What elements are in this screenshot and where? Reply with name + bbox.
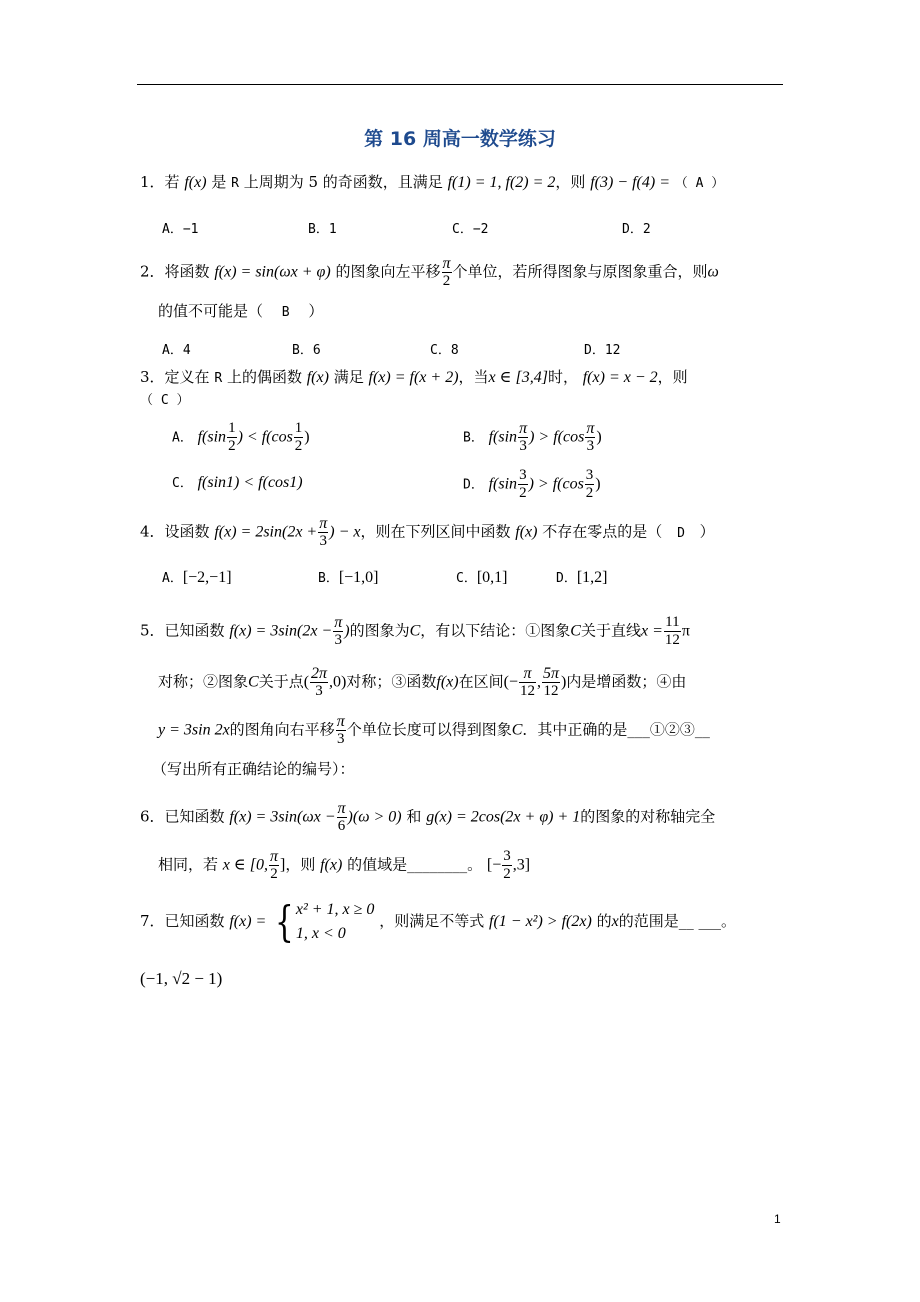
- q3-answer: （ C ）: [140, 393, 190, 408]
- option-label: C．: [172, 476, 193, 491]
- q3-text: ，则: [657, 368, 688, 386]
- frac-den: 12: [664, 632, 680, 648]
- q7-blank: __ ___: [678, 912, 721, 930]
- frac-num: 2π: [311, 665, 328, 682]
- frac-num: 3: [585, 467, 594, 483]
- option-expr: f(sin: [488, 475, 518, 493]
- q2-function: f(x) = sin(ωx + φ): [214, 263, 331, 281]
- q5-c: C: [409, 622, 421, 640]
- q7-text: 。: [721, 912, 737, 930]
- q5-interval: (−: [503, 673, 518, 691]
- frac-den: 2: [294, 438, 303, 454]
- frac-num: π: [519, 420, 528, 437]
- frac-den: 3: [315, 683, 323, 699]
- frac-num: π: [334, 614, 343, 631]
- q3-equation: f(x) = f(x + 2): [368, 369, 459, 386]
- q6-answer: [−: [486, 856, 502, 874]
- frac-num: 3: [519, 467, 527, 483]
- q6-fx: f(x): [320, 856, 343, 874]
- frac-den: 3: [519, 438, 527, 454]
- q4-answer: D: [677, 525, 685, 541]
- q6-function: )(ω > 0): [347, 808, 402, 826]
- q5-function: ): [344, 622, 350, 640]
- q5-c: C: [570, 622, 581, 640]
- frac-num: π: [519, 665, 536, 683]
- option-label: D．: [556, 571, 577, 586]
- q3-option-b: [463, 420, 602, 455]
- q4-text: ）: [699, 522, 715, 541]
- q5-text: 个单位长度可以得到图象: [346, 720, 512, 739]
- q3-option-c: [172, 471, 303, 495]
- option-interval: [1,2]: [576, 569, 608, 586]
- q2-number: 2．将函数: [140, 262, 210, 281]
- question-2: [140, 255, 719, 290]
- q1-condition: f(1) = 1, f(2) = 2: [447, 174, 556, 191]
- q1-text: 上周期为 5 的奇函数，且满足: [243, 173, 443, 191]
- q2-text: 的值不可能是（: [158, 302, 264, 320]
- q6-function: f(x) = 3sin(ωx −: [229, 808, 336, 826]
- option-fraction: [294, 420, 304, 455]
- q1-fx: f(x): [184, 174, 207, 191]
- option-interval: [−1,0]: [338, 569, 379, 586]
- q5-y-eq: y = 3sin 2x: [158, 721, 230, 739]
- q6-blank: ________: [407, 855, 468, 874]
- q2-omega: ω: [707, 263, 719, 281]
- question-1: [140, 171, 724, 195]
- q1-answer: （ A ）: [674, 176, 725, 191]
- piecewise-brace: {: [275, 897, 294, 946]
- q3-r: R: [214, 371, 223, 386]
- q4-option-d: [556, 566, 607, 590]
- frac-den: 6: [337, 818, 346, 834]
- q6-number: 6．已知函数: [140, 807, 225, 826]
- q1-expression: f(3) − f(4) =: [590, 174, 670, 191]
- frac-num: 11: [665, 614, 680, 630]
- q3-text: 满足: [333, 368, 364, 386]
- q7-x: x: [611, 913, 619, 930]
- q5-text: ，有以下结论：①图象: [420, 621, 571, 640]
- q7-case: 1, x < 0: [295, 925, 346, 942]
- q7-text: 的: [596, 912, 612, 930]
- q5-text: 的图象为: [349, 621, 410, 640]
- frac-num: π: [336, 713, 345, 730]
- q2-option-b: B．6: [292, 343, 321, 358]
- option-expr: f(sin1) < f(cos1): [197, 474, 303, 491]
- q6-fraction: [502, 848, 512, 883]
- q2-option-d: D．12: [584, 343, 621, 358]
- q5-fraction: [519, 665, 536, 700]
- question-7: [140, 898, 736, 946]
- q7-answer-text: (−1, √2 − 1): [140, 969, 223, 988]
- q4-fraction: [318, 515, 328, 550]
- option-interval: [−2,−1]: [182, 569, 232, 586]
- q7-piecewise: [296, 898, 375, 946]
- q3-text: ，当: [458, 368, 489, 386]
- q1-number: 1．若: [140, 173, 180, 191]
- q3-number: 3．定义在: [140, 368, 210, 386]
- question-4: [140, 515, 715, 550]
- frac-den: 2: [228, 438, 236, 454]
- option-label: A．: [162, 571, 183, 586]
- q5-point: ,0): [329, 673, 347, 691]
- option-fraction: [585, 420, 595, 455]
- frac-num: π: [586, 420, 595, 437]
- frac-num: 5π: [542, 665, 559, 682]
- q1-option-c: C．−2: [452, 222, 489, 237]
- q6-fraction: [337, 800, 347, 835]
- frac-den: 12: [543, 683, 559, 699]
- q6-g: g(x) = 2cos(2x + φ) + 1: [426, 808, 581, 826]
- question-5: [140, 614, 690, 649]
- q5-text: 在区间: [458, 672, 504, 691]
- q7-function: f(x) =: [229, 913, 267, 930]
- option-interval: [0,1]: [476, 569, 508, 586]
- option-expr: ) > f(cos: [529, 428, 585, 446]
- q5-text: 关于直线: [580, 621, 641, 640]
- option-label: B．: [463, 430, 484, 446]
- q5-c: C: [248, 673, 259, 691]
- frac-den: 3: [319, 533, 327, 549]
- q3-option-a: [172, 420, 310, 455]
- frac-den: 2: [503, 866, 511, 882]
- q6-fraction: [269, 848, 279, 883]
- q5-function: f(x) = 3sin(2x −: [229, 622, 333, 640]
- option-expr: ): [304, 428, 310, 446]
- q5-text: 对称；②图象: [158, 672, 249, 691]
- q4-function: f(x) = 2sin(2x +: [214, 523, 318, 541]
- q2-text: 个单位，若所得图象与原图象重合，则: [452, 262, 708, 281]
- frac-num: π: [337, 800, 346, 817]
- q1-option-b: B．1: [308, 222, 337, 237]
- q3-option-d: [463, 467, 601, 502]
- q1-r: R: [231, 176, 239, 191]
- option-expr: ): [596, 428, 602, 446]
- q5-text: ．其中正确的是: [522, 720, 628, 739]
- option-expr: f(sin: [197, 428, 227, 446]
- frac-den: 2: [585, 485, 594, 501]
- frac-num: 1: [228, 420, 236, 436]
- option-fraction: [518, 467, 528, 502]
- q5-text: 的图角向右平移: [229, 720, 335, 739]
- option-expr: f(sin: [488, 428, 518, 446]
- q7-inequality: f(1 − x²) > f(2x): [489, 913, 592, 930]
- q5-interval: ,: [536, 673, 541, 691]
- q7-case: x² + 1, x ≥ 0: [295, 901, 375, 918]
- q4-text: 不存在零点的是（: [542, 522, 663, 541]
- q5-pi: π: [681, 622, 690, 640]
- q5-text: 内是增函数；④由: [566, 672, 687, 691]
- q4-option-a: [162, 566, 232, 590]
- q6-text: 。: [467, 855, 483, 874]
- q5-text: 关于点: [258, 672, 304, 691]
- option-fraction: [518, 420, 528, 455]
- option-expr: ) > f(cos: [528, 475, 584, 493]
- q3-text: 时，: [547, 368, 578, 386]
- page-title: 第 16 周高一数学练习: [364, 128, 556, 150]
- q5-fx: f(x): [436, 673, 459, 691]
- q5-point: (: [303, 673, 310, 691]
- q1-text: 是: [211, 173, 227, 191]
- q3-domain: x ∈ [3,4]: [488, 369, 548, 386]
- q3-equation: f(x) = x − 2: [582, 369, 658, 386]
- q7-text: ，则满足不等式: [379, 912, 485, 930]
- q4-function: ) − x: [329, 523, 361, 541]
- q3-text: 上的偶函数: [226, 368, 302, 386]
- option-label: D．: [463, 477, 484, 493]
- frac-den: 3: [334, 632, 342, 648]
- q4-fx: f(x): [515, 523, 538, 541]
- q5-c: C: [511, 721, 523, 739]
- q5-fraction: [336, 713, 346, 748]
- frac-num: π: [269, 848, 278, 865]
- header-rule: [137, 84, 783, 85]
- frac-den: 3: [336, 731, 345, 747]
- q3-fx: f(x): [306, 369, 329, 386]
- q4-option-b: [318, 566, 379, 590]
- option-expr: ) < f(cos: [237, 428, 293, 446]
- question-6: [140, 800, 715, 835]
- frac-num: π: [319, 515, 328, 532]
- q5-text: 对称；③函数: [346, 672, 437, 691]
- question-5-line2: [158, 665, 686, 700]
- q6-text: 的值域是: [347, 855, 408, 874]
- q1-text: ，则: [555, 173, 586, 191]
- page-number: 1: [774, 1212, 781, 1226]
- q6-text: 的图象的对称轴完全: [580, 807, 716, 826]
- q1-option-d: D．2: [622, 222, 651, 237]
- q6-text: 相同，若: [158, 855, 219, 874]
- q2-text: ）: [308, 302, 324, 320]
- frac-num: 3: [503, 848, 511, 864]
- option-fraction: [227, 420, 237, 455]
- q5-instruction: （写出所有正确结论的编号）：: [152, 760, 355, 778]
- question-2-cont: [158, 300, 323, 324]
- q5-answer: ___①②③__: [627, 720, 710, 739]
- q6-domain: ]: [279, 856, 286, 874]
- q5-x-eq: x =: [640, 622, 663, 640]
- option-label: B．: [318, 571, 339, 586]
- q5-fraction: [333, 614, 343, 649]
- q6-answer: ,3]: [512, 856, 531, 874]
- frac-den: 12: [519, 683, 535, 699]
- frac-den: 2: [270, 866, 278, 882]
- q7-number: 7．已知函数: [140, 912, 225, 930]
- q6-text: 和: [406, 807, 422, 826]
- option-fraction: [585, 467, 595, 502]
- option-label: C．: [456, 571, 477, 586]
- frac-den: 3: [586, 438, 595, 454]
- q7-text: 的范围是: [618, 912, 679, 930]
- q5-fraction: [310, 665, 328, 700]
- q5-fraction: [542, 665, 560, 700]
- q1-option-a: A．−1: [162, 222, 199, 237]
- q4-number: 4．设函数: [140, 522, 210, 541]
- q2-answer: B: [281, 305, 290, 320]
- q2-text: 的图象向左平移: [335, 262, 441, 281]
- frac-num: 1: [294, 420, 303, 436]
- question-5-line3: [158, 713, 710, 748]
- frac-num: π: [442, 255, 451, 272]
- question-3: [140, 366, 688, 390]
- frac-den: 2: [442, 273, 451, 289]
- option-expr: ): [595, 475, 601, 493]
- q5-fraction: [664, 614, 681, 649]
- q5-number: 5．已知函数: [140, 621, 225, 640]
- frac-den: 2: [519, 485, 527, 501]
- q4-text: ，则在下列区间中函数: [360, 522, 511, 541]
- option-label: A．: [172, 430, 193, 446]
- q6-domain: x ∈ [0,: [222, 856, 268, 874]
- q2-fraction: [442, 255, 452, 290]
- q2-option-a: A．4: [162, 343, 191, 358]
- question-6-line2: [158, 848, 530, 883]
- q5-interval: ): [560, 673, 567, 691]
- q6-text: ，则: [285, 855, 316, 874]
- q4-option-c: [456, 566, 507, 590]
- q7-answer: [140, 968, 222, 990]
- q2-option-c: C．8: [430, 343, 459, 358]
